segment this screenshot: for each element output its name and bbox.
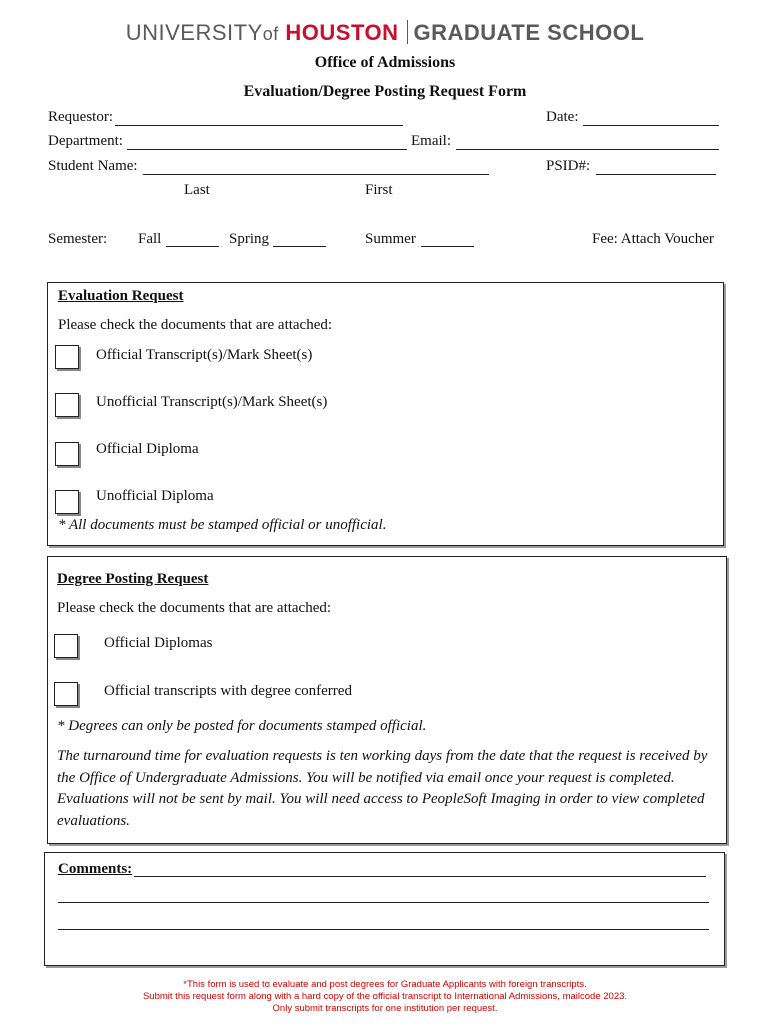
summer-label: Summer (365, 231, 416, 247)
degree-note: * Degrees can only be posted for documents stamped official. (57, 718, 427, 734)
department-label: Department: (48, 133, 123, 149)
evaluation-heading: Evaluation Request (58, 288, 184, 304)
footer-notes (0, 979, 770, 1015)
official-diplomas-checkbox[interactable] (54, 634, 78, 658)
comments-line-1[interactable] (134, 876, 706, 877)
fall-label: Fall (138, 231, 162, 247)
psid-label: PSID#: (546, 158, 591, 174)
logo-houston-text: HOUSTON (285, 20, 399, 45)
official-diploma-checkbox[interactable] (55, 442, 79, 466)
unofficial-transcript-checkbox[interactable] (55, 393, 79, 417)
logo-university-text: UNIVERSITY (125, 20, 263, 45)
logo-school-text: GRADUATE SCHOOL (413, 20, 645, 45)
official-diploma-label: Official Diploma (96, 441, 199, 457)
email-field[interactable] (456, 149, 719, 150)
spring-field[interactable] (273, 246, 326, 247)
unofficial-diploma-checkbox[interactable] (55, 490, 79, 514)
official-diplomas-label: Official Diplomas (104, 635, 213, 651)
form-title: Evaluation/Degree Posting Request Form (243, 83, 527, 100)
department-field[interactable] (127, 149, 407, 150)
comments-section (44, 852, 725, 966)
fall-field[interactable] (166, 246, 219, 247)
date-field[interactable] (583, 125, 719, 126)
email-label: Email: (411, 133, 451, 149)
psid-field[interactable] (596, 174, 716, 175)
official-transcript-checkbox[interactable] (55, 345, 79, 369)
official-transcripts-degree-checkbox[interactable] (54, 682, 78, 706)
degree-instruction: Please check the documents that are attached: (57, 600, 332, 616)
evaluation-instruction: Please check the documents that are attached: (58, 317, 333, 333)
semester-label: Semester: (48, 231, 108, 247)
spring-label: Spring (229, 231, 270, 247)
unofficial-diploma-label: Unofficial Diploma (96, 488, 214, 504)
official-transcript-label: Official Transcript(s)/Mark Sheet(s) (96, 347, 313, 363)
official-transcripts-degree-label: Official transcripts with degree conferred (104, 683, 352, 699)
fee-label: Fee: Attach Voucher (592, 231, 714, 247)
degree-heading: Degree Posting Request (57, 571, 209, 587)
first-name-caption: First (365, 182, 393, 198)
footer-line-3: Only submit transcripts for one institution per request. (272, 1003, 498, 1014)
student-name-label: Student Name: (48, 158, 138, 174)
turnaround-paragraph: The turnaround time for evaluation requests is ten working days from the date that the request is received by the Office of Undergraduate Admissions. You will be notified via email once your request is completed. Evaluations will not be sent by mail. You will need access to PeopleSoft Imaging in order to view completed evaluations. (57, 748, 708, 829)
requestor-field[interactable] (115, 125, 403, 126)
requestor-label: Requestor: (48, 109, 113, 125)
student-name-field[interactable] (143, 174, 489, 175)
comments-line-3[interactable] (58, 929, 709, 930)
comments-label: Comments: (58, 861, 133, 877)
footer-line-1: *This form is used to evaluate and post degrees for Graduate Applicants with foreign transcripts. (183, 979, 587, 990)
logo-divider (407, 20, 408, 44)
footer-line-2: Submit this request form along with a hard copy of the official transcript to International Admissions, mailcode 2023. (142, 991, 628, 1002)
comments-line-2[interactable] (58, 902, 709, 903)
university-logo (0, 20, 770, 46)
unofficial-transcript-label: Unofficial Transcript(s)/Mark Sheet(s) (96, 394, 328, 410)
last-name-caption: Last (184, 182, 210, 198)
logo-of-text: of (262, 24, 279, 44)
summer-field[interactable] (421, 246, 474, 247)
office-title: Office of Admissions (314, 54, 456, 71)
evaluation-note: * All documents must be stamped official or unofficial. (58, 517, 387, 533)
date-label: Date: (546, 109, 579, 125)
